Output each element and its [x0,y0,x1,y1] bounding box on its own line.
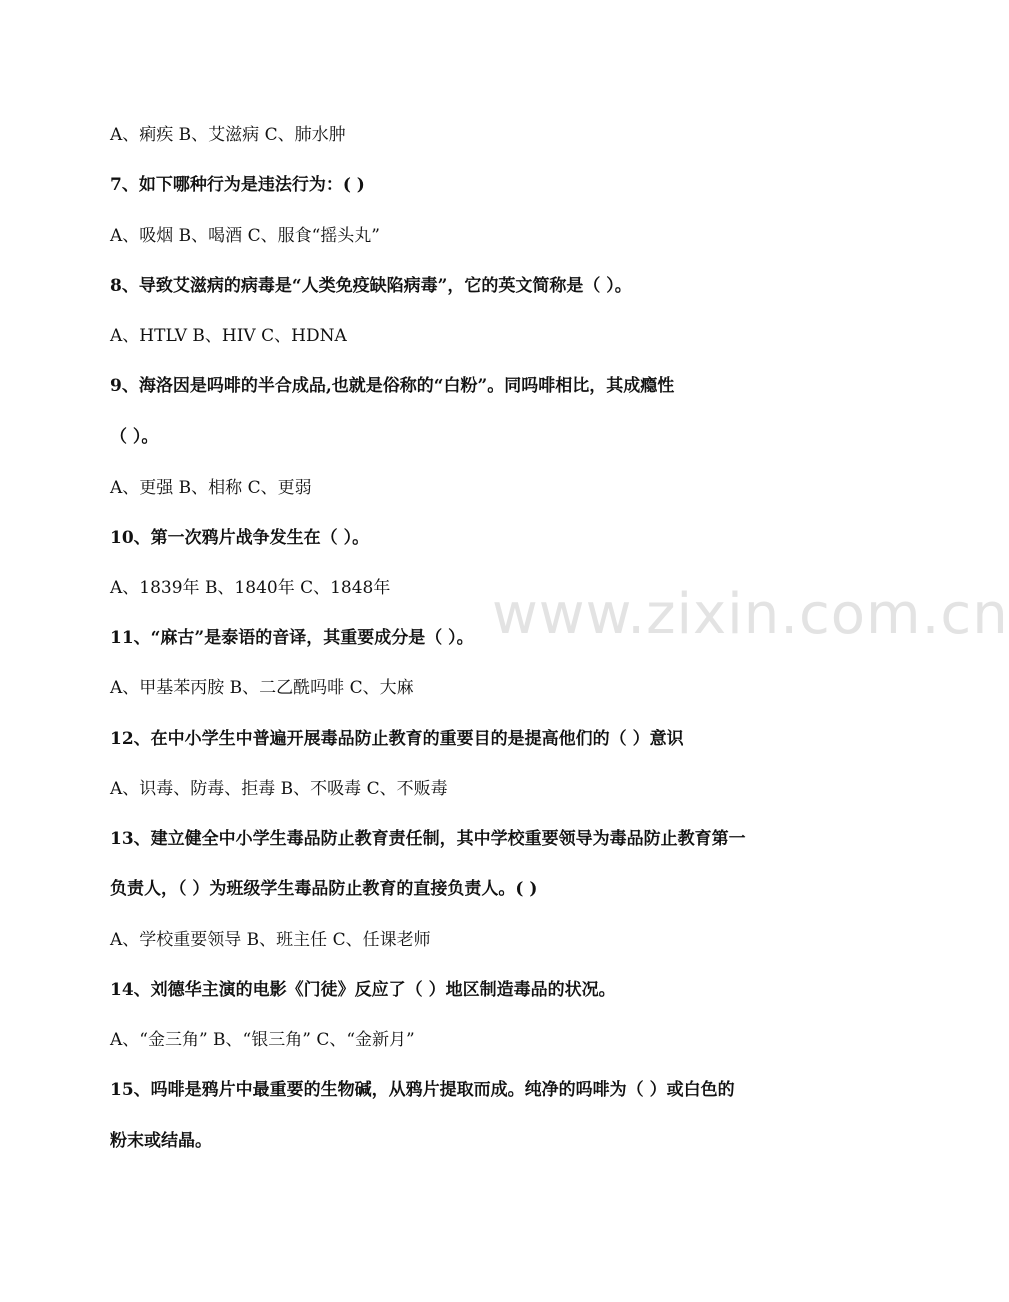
option-line: A、吸烟 B、喝酒 C、服食“摇头丸” [110,226,380,246]
question-line: 9、海洛因是吗啡的半合成品,也就是俗称的“白粉”。同吗啡相比，其成瘾性 [110,376,675,396]
question-line: 15、吗啡是鸦片中最重要的生物碱，从鸦片提取而成。纯净的吗啡为（ ）或白色的 [110,1080,735,1100]
option-line: A、“金三角” B、“银三角” C、“金新月” [110,1030,415,1050]
question-line: （ ）。 [110,427,159,447]
question-line: 14、刘德华主演的电影《门徒》反应了（ ）地区制造毒品的状况。 [110,980,616,1000]
question-line: 13、建立健全中小学生毒品防止教育责任制，其中学校重要领导为毒品防止教育第一 [110,829,746,849]
question-line: 7、如下哪种行为是违法行为：( ) [110,175,365,195]
option-line: A、甲基苯丙胺 B、二乙酰吗啡 C、大麻 [110,678,414,698]
watermark: www.zixin.com.cn [492,582,1009,647]
option-line: A、1839年 B、1840年 C、1848年 [110,578,391,598]
question-line: 8、导致艾滋病的病毒是“人类免疫缺陷病毒”，它的英文简称是（ ）。 [110,276,632,296]
option-line: A、学校重要领导 B、班主任 C、任课老师 [110,930,431,950]
question-line: 粉末或结晶。 [110,1131,212,1151]
question-line: 负责人，（ ）为班级学生毒品防止教育的直接负责人。( ) [110,879,538,899]
option-line: A、识毒、防毒、拒毒 B、不吸毒 C、不贩毒 [110,779,448,799]
option-line: A、HTLV B、HIV C、HDNA [110,326,347,346]
question-line: 12、在中小学生中普遍开展毒品防止教育的重要目的是提高他们的（ ）意识 [110,729,684,749]
question-line: 10、第一次鸦片战争发生在（ ）。 [110,528,370,548]
question-line: 11、“麻古”是泰语的音译，其重要成分是（ ）。 [110,628,474,648]
option-line: A、更强 B、相称 C、更弱 [110,478,312,498]
option-line: A、痢疾 B、艾滋病 C、肺水肿 [110,125,346,145]
